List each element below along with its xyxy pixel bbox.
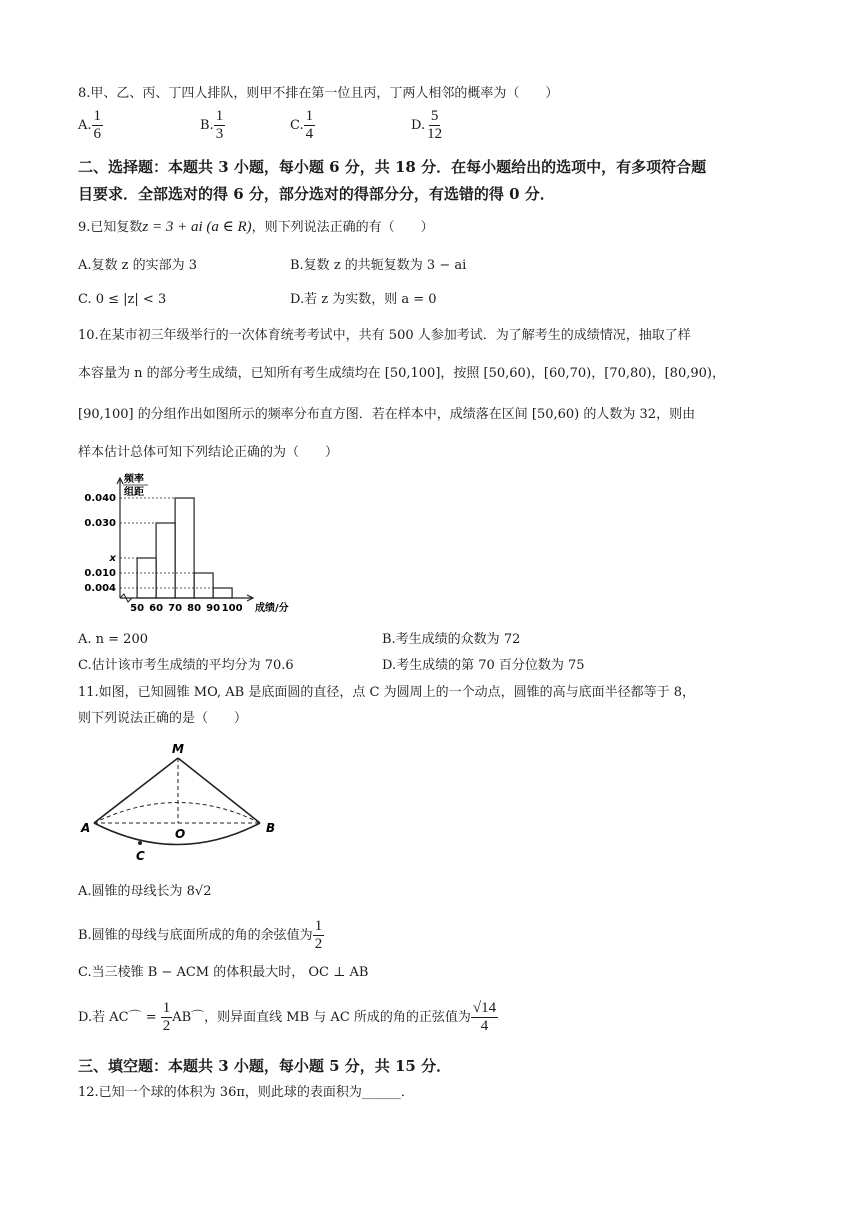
q11-option-c: C.当三棱锥 B − ACM 的体积最大时， OC ⊥ AB	[78, 965, 369, 980]
q8-option-a: A. $\frac{1}{6}$	[78, 108, 102, 142]
histogram-bar	[156, 523, 175, 598]
q11-option-a: A.圆锥的母线长为 8√2	[78, 884, 212, 899]
histogram-bar	[175, 498, 194, 598]
label-m: M	[172, 742, 184, 756]
q11-line2: 则下列说法正确的是（ ）	[78, 711, 248, 726]
q10-line3: [90,100] 的分组作出如图所示的频率分布直方图．若在样本中，成绩落在区间 [50,60) 的人数为 32，则由	[78, 407, 696, 422]
q9-option-d: D.若 z 为实数，则 a = 0	[290, 292, 437, 307]
q9-option-a: A.复数 z 的实部为 3	[78, 258, 198, 273]
q10-option-b: B.考生成绩的众数为 72	[382, 632, 521, 647]
ylabel-top: 频率	[124, 474, 144, 485]
q8-stem: 8.甲、乙、丙、丁四人排队，则甲不排在第一位且丙，丁两人相邻的概率为（ ）	[78, 86, 559, 101]
histogram-bar	[194, 573, 213, 598]
ytick-label: 0.040	[84, 493, 116, 504]
q10-line2: 本容量为 n 的部分考生成绩，已知所有考生成绩均在 [50,100]，按照 [50,60)，[60,70)，[70,80)，[80,90)，	[78, 366, 725, 381]
ytick-label: 0.004	[84, 583, 116, 594]
ytick-label: x	[109, 553, 116, 564]
ylabel-bottom: 组距	[124, 487, 144, 498]
ytick-label: 0.010	[84, 568, 116, 579]
cone-figure	[78, 740, 288, 865]
q8-option-c: C. $\frac{1}{4}$	[290, 108, 314, 142]
q11-line1: 11.如图，已知圆锥 MO, AB 是底面圆的直径，点 C 为圆周上的一个动点，圆锥的高与底面半径都等于 8，	[78, 685, 695, 700]
label-a: A	[81, 821, 91, 835]
histogram-bar	[137, 558, 156, 598]
xtick-label: 90	[206, 603, 221, 614]
label-b: B	[266, 821, 276, 835]
label-c: C	[136, 849, 145, 863]
frequency-histogram	[74, 470, 314, 620]
q9-stem: 9.已知复数z = 3 + ai (a ∈ R)，则下列说法正确的有（ ）	[78, 219, 434, 235]
xtick-label: 50	[130, 603, 145, 614]
q9-option-b: B.复数 z 的共轭复数为 3 − ai	[290, 258, 467, 273]
q8-option-d: D. $\frac{5}{12}$	[411, 108, 443, 142]
q11-option-d: D.若 AC⌒ = $\frac{1}{2}$ AB⌒，则异面直线 MB 与 AC 所成的角的正弦值为 $\frac{√14}{4}$	[78, 1000, 497, 1034]
base-back-arc	[94, 803, 260, 824]
cone-hidden	[94, 758, 260, 823]
section3-title: 三、填空题：本题共 3 小题，每小题 5 分，共 15 分．	[78, 1057, 452, 1075]
section2-line2: 目要求．全部选对的得 6 分，部分选对的得部分分，有选错的得 0 分．	[78, 185, 555, 203]
q10-option-a: A. n = 200	[78, 632, 148, 647]
q10-line1: 10.在某市初三年级举行的一次体育统考考试中，共有 500 人参加考试．为了解考生的成绩情况，抽取了样	[78, 328, 691, 343]
q9-option-c: C. 0 ≤ |z| < 3	[78, 292, 167, 307]
xlabel: 成绩/分	[255, 603, 289, 614]
q12-stem: 12.已知一个球的体积为 36π，则此球的表面积为______．	[78, 1085, 414, 1100]
xtick-label: 60	[149, 603, 164, 614]
histogram-bar	[213, 588, 232, 598]
label-o: O	[175, 827, 186, 841]
section2-line1: 二、选择题：本题共 3 小题，每小题 6 分，共 18 分．在每小题给出的选项中，有多项符合题	[78, 158, 707, 176]
q10-option-d: D.考生成绩的第 70 百分位数为 75	[382, 658, 585, 673]
q8-option-b: B. $\frac{1}{3}$	[200, 108, 224, 142]
cone-line-mb	[178, 758, 260, 823]
xtick-label: 100	[221, 603, 243, 614]
ytick-label: 0.030	[84, 518, 116, 529]
q10-line4: 样本估计总体可知下列结论正确的为（ ）	[78, 445, 339, 460]
cone-line-ma	[94, 758, 178, 823]
point-c-dot	[138, 841, 142, 845]
q10-option-c: C.估计该市考生成绩的平均分为 70.6	[78, 658, 294, 673]
xtick-label: 80	[187, 603, 202, 614]
q11-option-b: B.圆锥的母线与底面所成的角的余弦值为 $\frac{1}{2}$	[78, 918, 323, 952]
xtick-label: 70	[168, 603, 183, 614]
